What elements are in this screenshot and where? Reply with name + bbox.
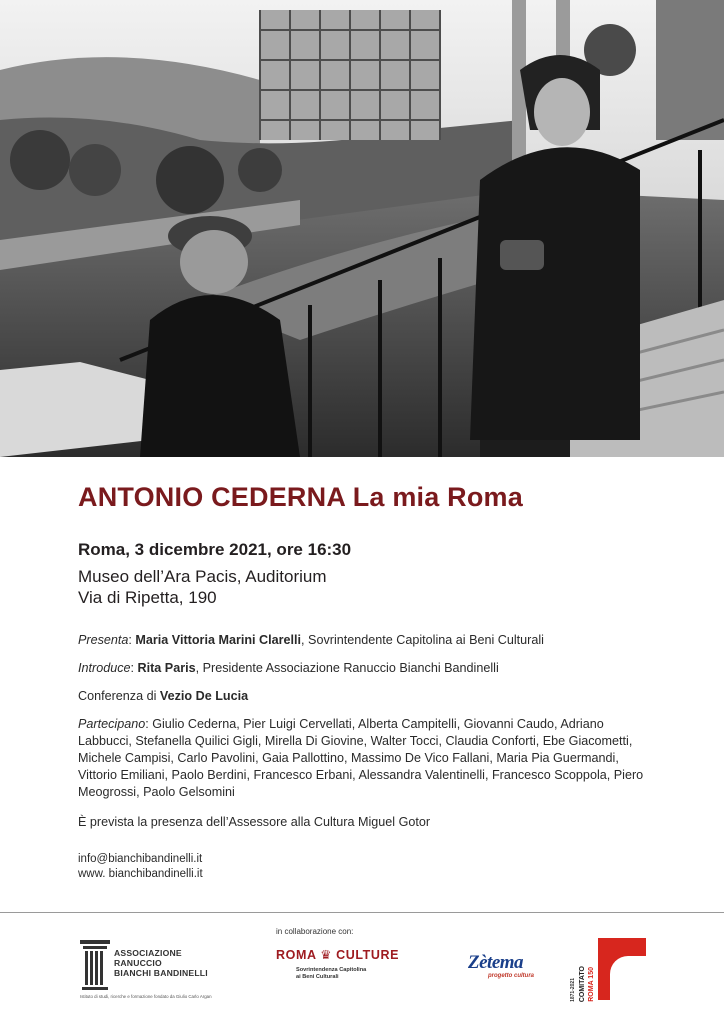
comitato-logo: [570, 934, 648, 1004]
roma-culture-sub: [296, 967, 366, 980]
event-title-main: ANTONIO CEDERNA: [78, 482, 346, 512]
assoc-name: [114, 948, 208, 978]
assoc-tagline: Istituto di studi, ricerche e formazione fondato da Giulio Carlo Argan: [80, 994, 212, 999]
assoc-line-3: BIANCHI BANDINELLI: [114, 968, 208, 978]
comitato-mark-icon: [598, 938, 646, 1000]
roma-culture-logo: ROMA ♛ CULTURE: [276, 948, 400, 962]
comitato-line-2: ROMA 150: [588, 967, 595, 1002]
program-conference: [78, 688, 658, 705]
presenta-name: Maria Vittoria Marini Clarelli: [135, 633, 302, 647]
assoc-line-2: RANUCCIO: [114, 958, 162, 968]
event-title-sub: La mia Roma: [352, 482, 523, 512]
roma-sub-line-2: ai Beni Culturali: [296, 973, 339, 980]
photo-scene: [0, 0, 724, 457]
contacts: [78, 852, 203, 882]
venue-name: Museo dell’Ara Pacis, Auditorium: [78, 567, 327, 586]
assoc-line-1: ASSOCIAZIONE: [114, 948, 182, 958]
introduce-label: Introduce: [78, 661, 131, 675]
column-icon: [80, 940, 110, 992]
assoc-logo: [80, 936, 240, 1006]
conference-name: Vezio De Lucia: [159, 689, 249, 703]
comitato-label-3: [570, 936, 579, 1002]
contact-website[interactable]: www. bianchibandinelli.it: [78, 868, 203, 880]
venue-address: Via di Ripetta, 190: [78, 588, 217, 607]
roma-sub-line-1: Sovrintendenza Capitolina: [296, 967, 367, 973]
introduce-role: , Presidente Associazione Ranuccio Bianchi Bandinelli: [195, 661, 499, 675]
hero-photo: [0, 0, 724, 457]
program-assessore: È prevista la presenza dell’Assessore alla Cultura Miguel Gotor: [78, 815, 431, 829]
comitato-line-1: COMITATO: [579, 965, 586, 1002]
introduce-name: Rita Paris: [137, 661, 196, 675]
footer-divider: [0, 912, 724, 913]
event-title: [78, 482, 523, 513]
program-participants: [78, 716, 658, 801]
participants-list: : Giulio Cederna, Pier Luigi Cervellati, Alberta Campitelli, Giovanni Caudo, Adriano Labbucci, Stefanella Quilici Gigli, Mirella Di Giovine, Walter Tocci, Claudia Conforti, Ebe Giacometti, Michele Campisi, Carlo Pavolini, Gaia Pallottino, Massimo De Vico Fallani, Maria Pia Guermandi, Vittorio Emiliani, Paolo Berdini, Francesco Erbani, Alessandra Valentinelli, Francesco Scoppola, Piero Meogrossi, Paolo Gelsomini: [78, 717, 644, 799]
event-date: Roma, 3 dicembre 2021, ore 16:30: [78, 540, 352, 559]
conference-label: Conferenza di: [78, 689, 160, 703]
contact-email[interactable]: info@bianchibandinelli.it: [78, 853, 203, 865]
comitato-line-3: 1871-2021: [570, 978, 576, 1002]
zetema-sub: progetto cultura: [488, 973, 534, 979]
program-presenta: Presenta: Maria Vittoria Marini Clarelli, Sovrintendente Capitolina ai Beni Culturali: [78, 633, 544, 647]
comitato-label-2: [588, 936, 598, 1002]
event-venue: [78, 566, 327, 608]
participants-label: Partecipano: [78, 717, 146, 731]
collab-label: in collaborazione con:: [276, 927, 354, 936]
program-introduce: Introduce: Rita Paris, Presidente Associazione Ranuccio Bianchi Bandinelli: [78, 661, 499, 675]
zetema-logo: Zètema: [468, 952, 524, 973]
presenta-label: Presenta: [78, 633, 129, 647]
presenta-role: , Sovrintendente Capitolina ai Beni Culturali: [301, 633, 544, 647]
